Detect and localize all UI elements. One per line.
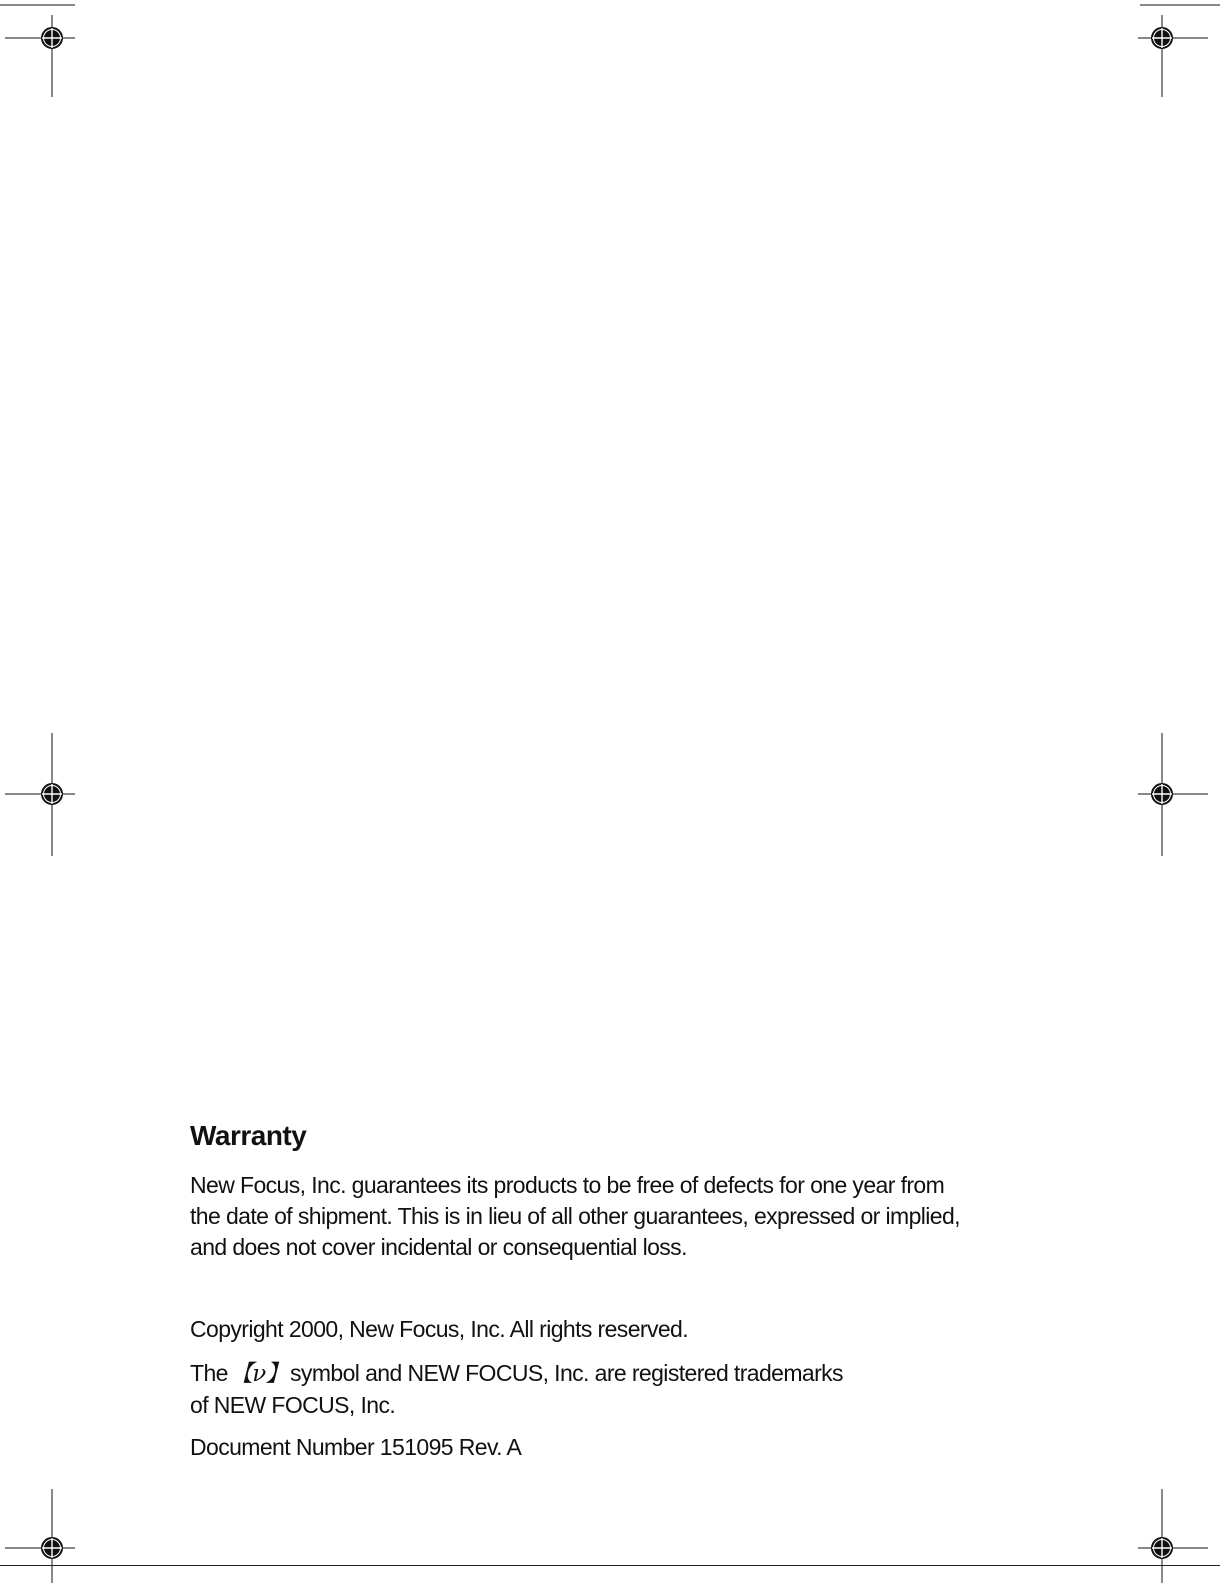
registration-mark-icon xyxy=(1138,15,1208,97)
registration-mark-icon xyxy=(5,733,75,856)
trademark-line-1 xyxy=(190,1358,843,1390)
warranty-heading: Warranty xyxy=(190,1120,307,1151)
copyright-notice: Copyright 2000, New Focus, Inc. All rights reserved. xyxy=(190,1316,689,1342)
registration-mark-icon xyxy=(5,1489,75,1583)
registration-mark-icon xyxy=(5,15,75,97)
trademark-prefix: The xyxy=(190,1360,228,1386)
trademark-line-2: of NEW FOCUS, Inc. xyxy=(190,1392,396,1418)
registration-mark-icon xyxy=(1138,1489,1208,1583)
warranty-paragraph xyxy=(190,1170,1090,1263)
trademark-suffix: symbol and NEW FOCUS, Inc. are registered trademarks xyxy=(290,1360,843,1386)
trademark-notice xyxy=(190,1358,843,1421)
document-number: Document Number 151095 Rev. A xyxy=(190,1434,522,1460)
warranty-section xyxy=(190,1116,1090,1263)
nu-logo-symbol: 【ν】 xyxy=(229,1361,289,1387)
registration-mark-icon xyxy=(1138,733,1208,856)
warranty-line: and does not cover incidental or consequential loss. xyxy=(190,1234,687,1260)
bottom-trim-line xyxy=(0,1565,1220,1566)
warranty-line: the date of shipment. This is in lieu of all other guarantees, expressed or implied, xyxy=(190,1203,960,1229)
warranty-line: New Focus, Inc. guarantees its products to be free of defects for one year from xyxy=(190,1172,945,1198)
